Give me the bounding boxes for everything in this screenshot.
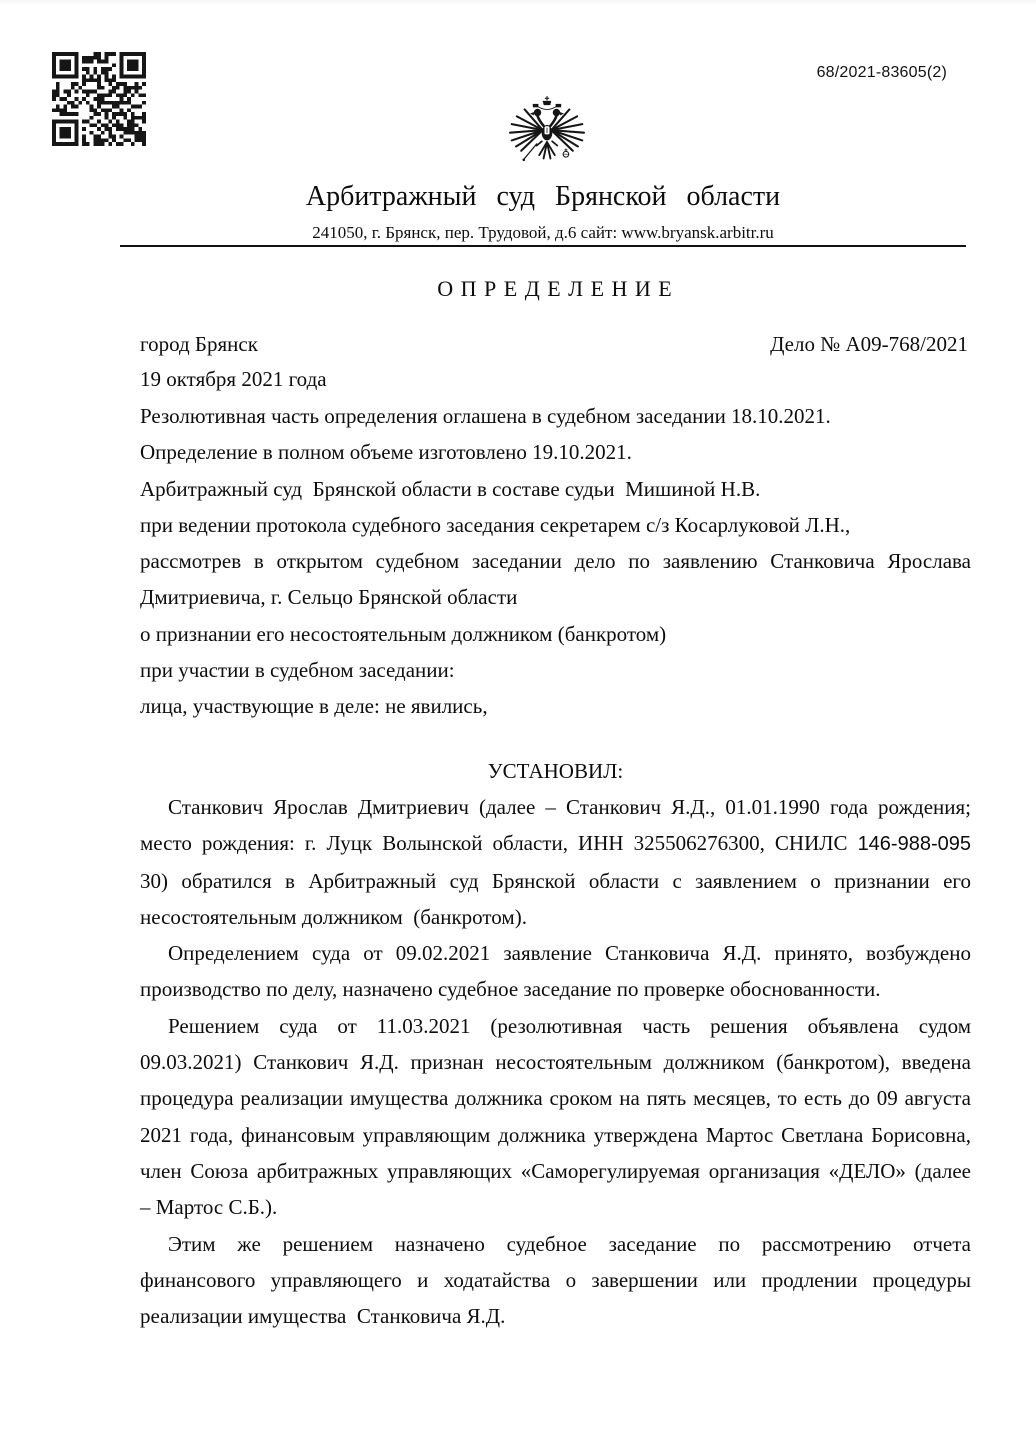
ruling-body xyxy=(140,398,971,1334)
ruling-heading: УСТАНОВИЛ: xyxy=(487,758,624,783)
body-line: Решением суда от 11.03.2021 (резолютивная часть решения объявлена судом xyxy=(168,1013,971,1038)
body-line: производство по делу, назначено судебное заседание по проверке обоснованности. xyxy=(140,977,881,1002)
document-title: О П Р Е Д Е Л Е Н И Е xyxy=(437,276,673,301)
body-line: при ведении протокола судебного заседания секретарем с/з Косарлуковой Л.Н., xyxy=(140,512,851,537)
case-number: Дело № А09-768/2021 xyxy=(770,332,968,356)
body-line: процедура реализации имущества должника сроком на пять месяцев, то есть до 09 августа xyxy=(140,1086,971,1111)
coat-of-arms-icon xyxy=(504,93,590,181)
body-line: член Союза арбитражных управляющих «Саморегулируемая организация «ДЕЛО» (далее xyxy=(140,1158,971,1183)
body-line: Станкович Ярослав Дмитриевич (далее – Станкович Я.Д., 01.01.1990 года рождения; xyxy=(168,794,971,819)
city-label: город Брянск xyxy=(140,332,258,356)
document-number: 68/2021-83605(2) xyxy=(816,64,947,81)
body-line: Определение в полном объеме изготовлено 19.10.2021. xyxy=(140,440,632,465)
qr-code-icon xyxy=(52,52,146,146)
document-date: 19 октября 2021 года xyxy=(140,367,327,391)
body-line: Резолютивная часть определения оглашена в судебном заседании 18.10.2021. xyxy=(140,404,831,428)
snils-number: 146-988-095 xyxy=(857,833,971,856)
body-line: рассмотрев в открытом судебном заседании дело по заявлению Станковича Ярослава xyxy=(140,549,971,574)
body-line: Определением суда от 09.02.2021 заявление Станковича Я.Д. принято, возбуждено xyxy=(168,941,971,966)
body-line: Этим же решением назначено судебное заседание по рассмотрению отчета xyxy=(168,1231,971,1256)
body-line: 09.03.2021) Станкович Я.Д. признан несостоятельным должником (банкротом), введена xyxy=(140,1050,971,1075)
body-line: Дмитриевича, г. Сельцо Брянской области xyxy=(140,585,518,610)
body-line: о признании его несостоятельным должником (банкротом) xyxy=(140,621,667,646)
body-line: финансового управляющего и ходатайства о завершении или продлении процедуры xyxy=(140,1267,971,1292)
court-name: Арбитражный суд Брянской области xyxy=(305,181,781,212)
body-line: реализации имущества Станковича Я.Д. xyxy=(140,1304,506,1329)
body-line: Арбитражный суд Брянской области в составе судьи Мишиной Н.В. xyxy=(140,476,761,501)
body-line: место рождения: г. Луцк Волынской области, ИНН 325506276300, СНИЛС 146-988-095 xyxy=(140,831,971,856)
body-line: лица, участвующие в деле: не явились, xyxy=(140,694,488,719)
body-line: при участии в судебном заседании: xyxy=(140,658,455,683)
body-line: – Мартос С.Б.). xyxy=(140,1195,278,1220)
body-line: несостоятельным должником (банкротом). xyxy=(140,904,527,929)
court-address: 241050, г. Брянск, пер. Трудовой, д.6 сайт: www.bryansk.arbitr.ru xyxy=(312,223,774,242)
body-line: 2021 года, финансовым управляющим должника утверждена Мартос Светлана Борисовна, xyxy=(140,1122,971,1147)
body-line: 30) обратился в Арбитражный суд Брянской области с заявлением о признании его xyxy=(140,868,971,893)
header-divider-line xyxy=(120,245,966,247)
